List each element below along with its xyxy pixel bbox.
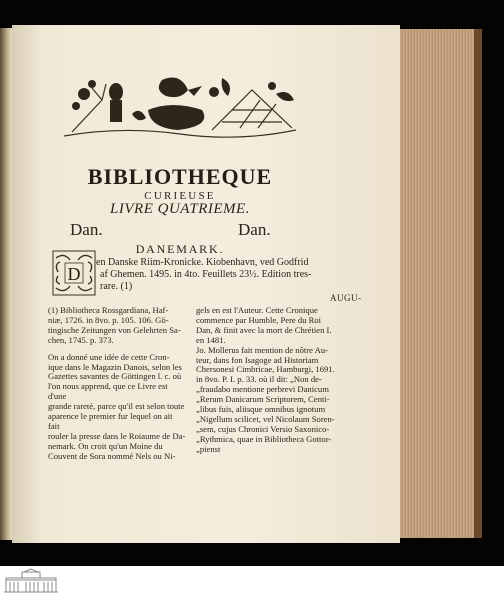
text-line: niæ, 1726. in 8vo. p. 105. 106. Gö-	[48, 314, 169, 325]
entry-line: en Danske Riim-Kronicke. Kiobenhavn, ved Godfrid	[96, 257, 309, 268]
page-title: BIBLIOTHEQUE	[87, 164, 273, 189]
text-line: Couvent de Sora nommé Nels ou Ni-	[48, 450, 176, 461]
book-heading: LIVRE QUATRIEME.	[110, 201, 250, 217]
text-line: in 8vo. P. I. p. 33. où il dit: „Non de-	[196, 374, 322, 385]
text-line: tingische Zeitungen von Gelehrten Sa-	[48, 324, 181, 335]
library-building-logo-icon	[2, 568, 60, 594]
ornamental-initial-icon	[52, 250, 96, 296]
text-line: Chersonesi Cimbricae, Hamburgi, 1691.	[196, 364, 335, 375]
text-line: On a donné une idée de cette Cron-	[48, 351, 170, 362]
footnote-column-right	[196, 306, 340, 455]
page-subtitle: CURIEUSE	[144, 190, 216, 202]
text-line: „fraudabo mentione perbrevi Danicum	[196, 384, 329, 395]
text-line: „Nigellum scilicet, vel Nicolaum Soren-	[196, 413, 335, 424]
entry-text	[96, 257, 370, 293]
text-line: „Rythmica, quae in Bibliotheca Gottor-	[196, 433, 332, 444]
section-heading: DANEMARK.	[135, 242, 225, 256]
catchword: AUGU-	[330, 293, 362, 303]
left-page-edge	[0, 28, 12, 540]
text-line: rouler la presse dans le Roiaume de Da-	[48, 430, 186, 441]
text-line: (1) Bibliotheca Rossgardiana, Haf-	[48, 305, 169, 315]
text-line: en 1481.	[196, 334, 226, 345]
text-line: ique dans le Magazin Danois, selon les	[48, 361, 182, 372]
entry-line: af Ghemen. 1495. in 4to. Feuillets 23½. Edition tres-	[100, 269, 312, 280]
text-line: Jo. Mollerus fait mention de nôtre Au-	[196, 344, 328, 355]
text-line: Gazettes savantes de Göttingen l. c. où	[48, 371, 182, 382]
text-line: commence par Humble, Pere du Roi	[196, 314, 322, 325]
running-head-left: Dan.	[70, 220, 103, 239]
text-line: „libus fuis, aliisque omnibus ignotum	[196, 404, 326, 415]
text-line: l'on nous apprend, que ce Livre est d'une	[48, 381, 168, 402]
text-line: chen, 1745. p. 373.	[48, 334, 114, 345]
text-line: „sem, cujus Chronici Versio Saxonico-	[196, 423, 330, 434]
text-line: teur, dans fon Isagoge ad Historiam	[196, 354, 319, 365]
entry-line: rare. (1)	[100, 281, 133, 292]
footer-strip	[0, 566, 504, 596]
running-head-right: Dan.	[238, 220, 271, 239]
text-line: grande rareté, parce qu'il est selon toute	[48, 401, 185, 412]
text-line: „Rerum Danicarum Scriptorem, Centi-	[196, 394, 330, 405]
text-line: „pienst	[196, 443, 221, 454]
decorative-vignette-icon	[62, 70, 298, 144]
text-line: gels en est l'Auteur. Cette Cronique	[196, 305, 318, 315]
text-line: nemark. On croit qu'un Moine du	[48, 440, 163, 451]
text-line: Dan, & finit avec la mort de Chrétien I.	[196, 324, 332, 335]
footnote-column-left	[48, 306, 186, 462]
page-block-edge	[400, 29, 482, 538]
initial-letter: D	[67, 264, 81, 284]
text-line: aparence le premier fur lequel on ait fait	[48, 411, 173, 431]
